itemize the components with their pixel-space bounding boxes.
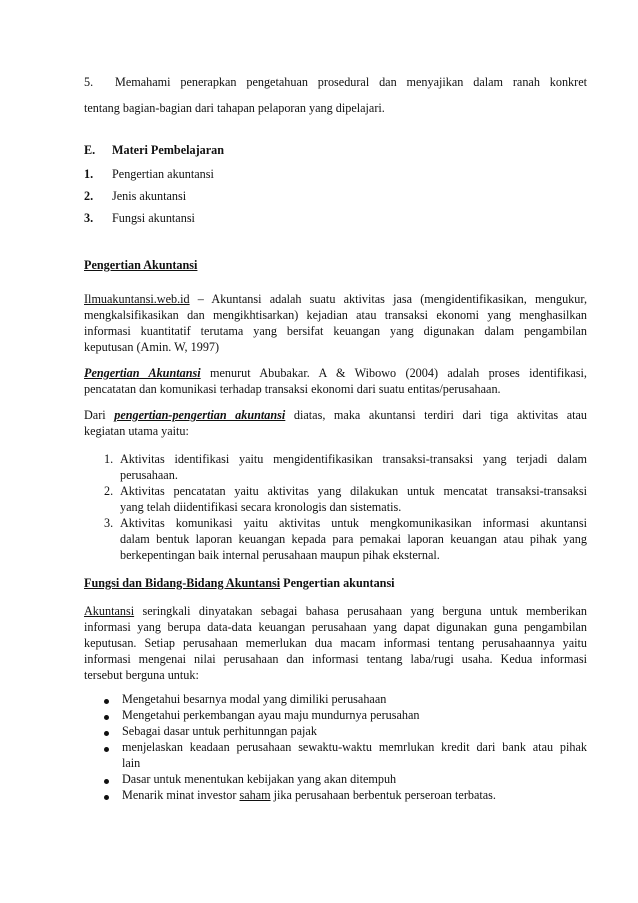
paragraph-line: informasi kuantitatif terutama yang bersifat keuangan yang digunakan dalam pengambilan — [84, 324, 587, 338]
bullet-item: Menarik minat investor saham jika perusahaan berbentuk perseroan terbatas. — [122, 788, 496, 802]
activity-line: yang telah diidentifikasi secara kronologis dan sistematis. — [120, 500, 402, 514]
bullet-marker — [104, 795, 109, 800]
paragraph-line: Ilmuakuntansi.web.id – Akuntansi adalah suatu aktivitas jasa (mengidentifikasikan, mengukur, — [84, 292, 587, 306]
activity-line: Aktivitas identifikasi yaitu mengidentifikasikan transaksi-transaksi yang terjadi dalam — [120, 452, 587, 466]
heading-link[interactable]: Fungsi dan Bidang-Bidang Akuntansi — [84, 576, 281, 590]
bullet-item: Sebagai dasar untuk perhitunngan pajak — [122, 724, 317, 738]
paragraph-line: Dari pengertian-pengertian akuntansi diatas, maka akuntansi terdiri dari tiga aktivitas atau — [84, 408, 587, 422]
activity-line: Aktivitas pencatatan yaitu aktivitas yang dilakukan untuk mencatat transaksi-transaksi — [120, 484, 587, 498]
section-letter: E. — [84, 143, 96, 157]
term-link[interactable]: Pengertian Akuntansi — [84, 366, 201, 380]
paragraph-line: Pengertian Akuntansi menurut Abubakar. A & Wibowo (2004) adalah proses identifikasi, — [84, 366, 587, 380]
paragraph-line: informasi yang berupa data-data keuangan perusahaan yang dapat digunakan guna pengambilan — [84, 620, 587, 634]
list-number: 2. — [84, 189, 94, 203]
bullet-marker — [104, 731, 109, 736]
paragraph-line: informasi mengenai nilai perusahaan dan informasi tentang laba/rugi usaha. Kedua informasi — [84, 652, 587, 666]
paragraph-line: mengkalsifikasikan dan mengikhtisarkan) kejadian atau transaksi ekonomi yang menghasilkan — [84, 308, 587, 322]
paragraph-line: keputusan (Amin. W, 1997) — [84, 340, 220, 354]
term-link[interactable]: pengertian-pengertian akuntansi — [114, 408, 286, 422]
bullet-marker — [104, 699, 109, 704]
bullet-item: menjelaskan keadaan perusahaan sewaktu-waktu memrlukan kredit dari bank atau pihak — [122, 740, 587, 754]
activity-number: 3. — [104, 516, 114, 530]
list-item: Fungsi akuntansi — [112, 211, 195, 225]
activity-line: perusahaan. — [120, 468, 178, 482]
list-item: Pengertian akuntansi — [112, 167, 214, 181]
activity-line: dalam bentuk laporan keuangan kepada para pemakai laporan keuangan atau pihak yang — [120, 532, 587, 546]
term-link[interactable]: saham — [239, 788, 271, 802]
bullet-marker — [104, 747, 109, 752]
activity-line: Aktivitas komunikasi yaitu aktivitas untuk mengkomunikasikan informasi akuntansi — [120, 516, 587, 530]
paragraph-line: pencatatan dan komunikasi terhadap transaksi ekonomi dari suatu entitas/perusahaan. — [84, 382, 501, 396]
bullet-marker — [104, 779, 109, 784]
bullet-item: Dasar untuk menentukan kebijakan yang akan ditempuh — [122, 772, 397, 786]
list-item: Jenis akuntansi — [112, 189, 187, 203]
bullet-item: Mengetahui perkembangan ayau maju mundurnya perusahan — [122, 708, 420, 722]
objective-line: tentang bagian-bagian dari tahapan pelaporan yang dipelajari. — [84, 101, 385, 115]
paragraph-line: Akuntansi seringkali dinyatakan sebagai bahasa perusahaan yang berguna untuk memberikan — [84, 604, 587, 618]
source-link[interactable]: Ilmuakuntansi.web.id — [84, 292, 190, 306]
section-heading: Materi Pembelajaran — [112, 143, 225, 157]
bullet-marker — [104, 715, 109, 720]
bullet-item: lain — [122, 756, 141, 770]
list-number: 1. — [84, 167, 94, 181]
list-number: 3. — [84, 211, 94, 225]
term-link[interactable]: Akuntansi — [84, 604, 135, 618]
section-heading: Pengertian Akuntansi — [84, 258, 198, 272]
paragraph-line: kegiatan utama yaitu: — [84, 424, 189, 438]
activity-number: 2. — [104, 484, 114, 498]
objective-number: 5. — [84, 75, 94, 89]
paragraph-line: tersebut berguna untuk: — [84, 668, 199, 682]
bullet-item: Mengetahui besarnya modal yang dimiliki perusahaan — [122, 692, 387, 706]
paragraph-line: keputusan. Setiap perusahaan memerlukan dua macam informasi tentang perusahaannya yaitu — [84, 636, 587, 650]
activity-line: berkepentingan baik internal perusahaan maupun pihak eksternal. — [120, 548, 440, 562]
objective-line: Memahami penerapkan pengetahuan prosedural dan menyajikan dalam ranah konkret — [115, 75, 587, 89]
section-heading: Fungsi dan Bidang-Bidang Akuntansi Pengertian akuntansi — [84, 576, 395, 590]
activity-number: 1. — [104, 452, 114, 466]
